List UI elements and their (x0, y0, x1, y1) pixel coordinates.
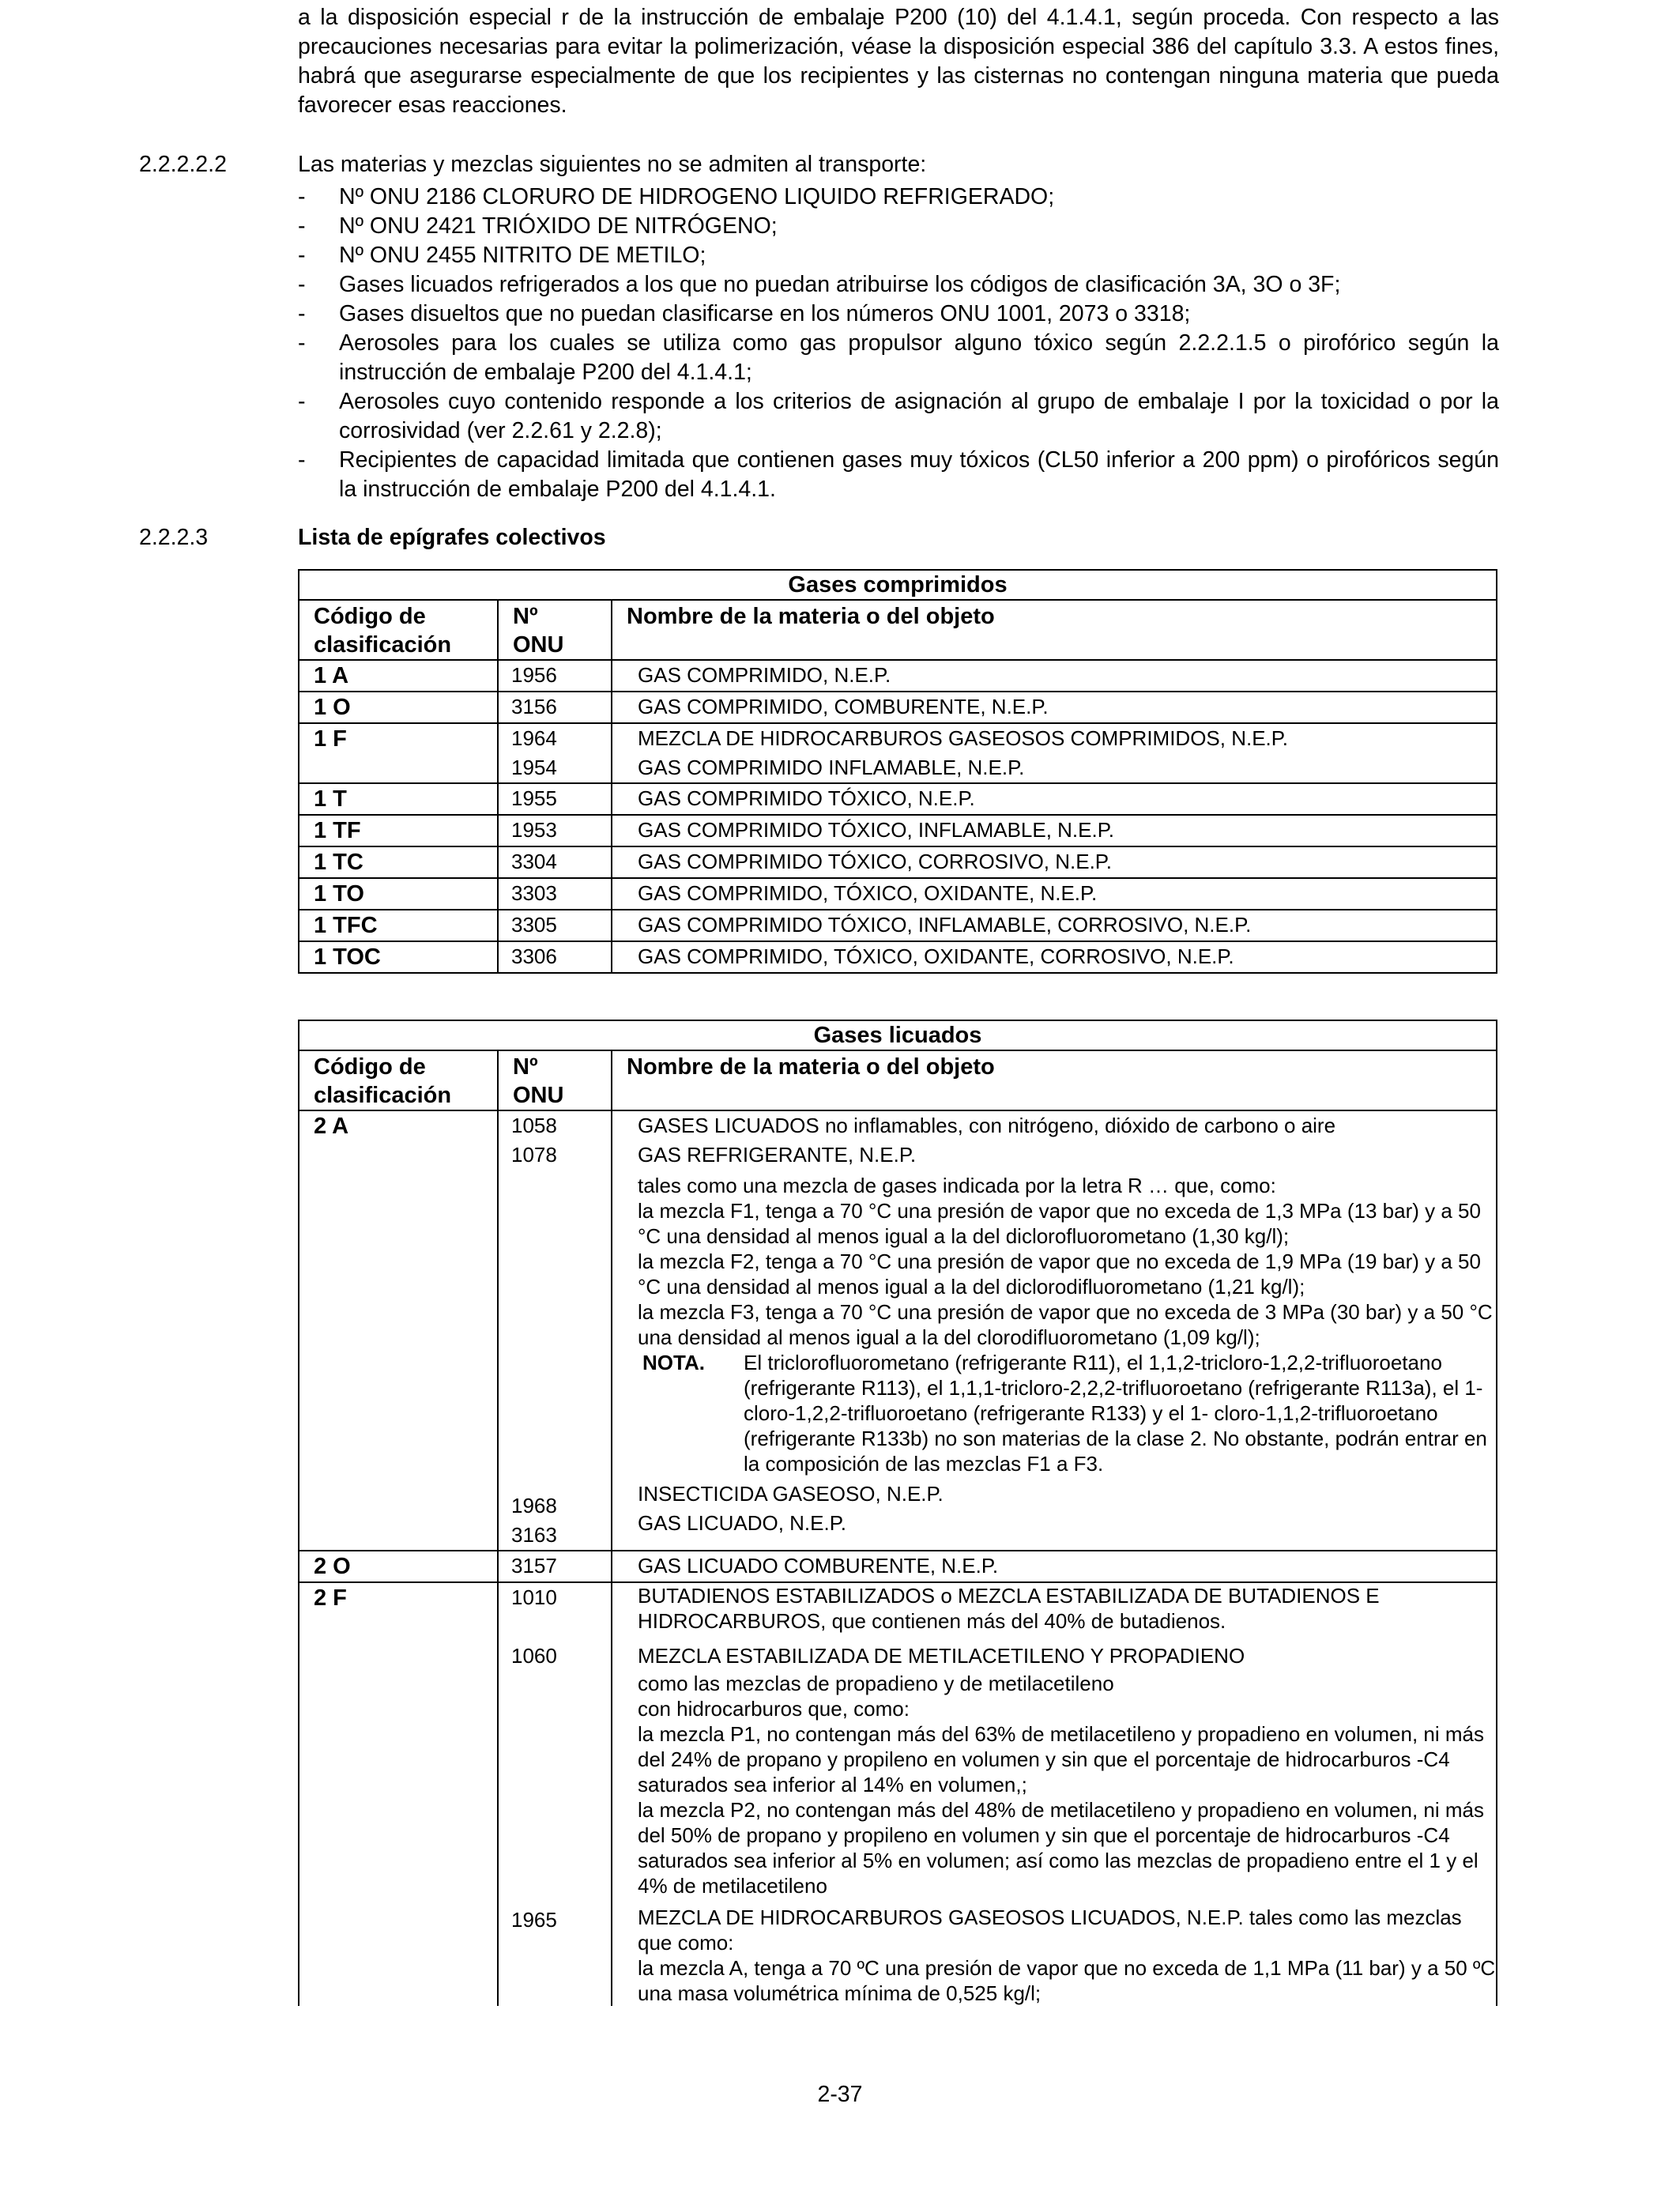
list-item: - Aerosoles cuyo contenido responde a los criterios de asignación al grupo de embalaje I por la toxicidad o por la corrosividad (ver 2.2.61 y 2.2.8); (298, 387, 1499, 446)
material-name: GASES LICUADOS no inflamables, con nitrógeno, dióxido de carbono o aire GAS REFRIGERANTE, N.E.P. tales como una mezcla de gases indicada por la letra R … que, como: la mezcla F1, tenga a 70 °C una presión de vapor que no exceda de 1,3 MPa (13 bar) y a 50 °C una densidad al menos igual a la del diclorofluorometano (1,30 kg/l); la mezcla F2, tenga a 70 °C una presión de vapor que no exceda de 1,9 MPa (19 bar) y a 50 °C una densidad al menos igual a la del diclorodifluorometano (1,21 kg/l); la mezcla F3, tenga a 70 °C una presión de vapor que no exceda de 3 MPa (30 bar) y a 50 °C una densidad al menos igual a la del clorodifluorometano (1,09 kg/l); NOTA. El triclorofluorometano (refrigerante R11), el 1,1,2-tricloro-1,2,2-trifluoroetano (refrigerante R113), el 1,1,1-tricloro-2,2,2-trifluoroetano (refrigerante R113a), el 1-cloro-1,2,2-trifluoroetano (refrigerante R133) y el 1- cloro-1,1,2-trifluoroetano (refrigerante R133b) no son materias de la clase 2. No obstante, podrán entrar en la composición de las mezclas F1 a F3. INSECTICIDA GASEOSO, N.E.P. GAS LICUADO, N.E.P. (612, 1110, 1497, 1551)
table-row (299, 910, 1497, 941)
header-code: Código de clasificación (299, 1050, 498, 1110)
section-title-2223: Lista de epígrafes colectivos (298, 525, 606, 550)
section-title-22222: Las materias y mezclas siguientes no se admiten al transporte: (298, 152, 927, 177)
table-row (299, 941, 1497, 973)
table-row (299, 783, 1497, 815)
un-number: 1058 1078 1968 3163 (498, 1110, 612, 1551)
table-header-row (299, 600, 1497, 660)
list-item: - Gases disueltos que no puedan clasificarse en los números ONU 1001, 2073 o 3318; (298, 300, 1499, 329)
table-gases-comprimidos (298, 569, 1497, 974)
material-name: GAS LICUADO COMBURENTE, N.E.P. (612, 1551, 1497, 1582)
class-code: 2 O (299, 1551, 498, 1582)
table-caption: Gases licuados (299, 1020, 1497, 1050)
list-item: - Nº ONU 2455 NITRITO DE METILO; (298, 241, 1499, 270)
un-number: 3305 (498, 910, 612, 941)
class-code: 1 A (299, 660, 498, 692)
class-code: 2 A (299, 1110, 498, 1551)
table-caption: Gases comprimidos (299, 570, 1497, 600)
section-number-2223: 2.2.2.3 (139, 525, 209, 550)
list-item: - Aerosoles para los cuales se utiliza como gas propulsor alguno tóxico según 2.2.2.1.5 o pirofórico según la instrucción de embalaje P200 del 4.1.4.1; (298, 329, 1499, 387)
material-name: GAS COMPRIMIDO TÓXICO, CORROSIVO, N.E.P. (612, 846, 1497, 878)
un-number: 3156 (498, 692, 612, 723)
table-row (299, 815, 1497, 846)
table-row (299, 1582, 1497, 2006)
table-header-row (299, 1050, 1497, 1110)
un-number: 1956 (498, 660, 612, 692)
material-name: GAS COMPRIMIDO TÓXICO, INFLAMABLE, N.E.P. (612, 815, 1497, 846)
table-row (299, 846, 1497, 878)
table-row (299, 723, 1497, 783)
un-number: 3306 (498, 941, 612, 973)
material-name: BUTADIENOS ESTABILIZADOS o MEZCLA ESTABILIZADA DE BUTADIENOS E HIDROCARBUROS, que contienen más del 40% de butadienos. MEZCLA ESTABILIZADA DE METILACETILENO Y PROPADIENO como las mezclas de propadieno y de metilacetileno con hidrocarburos que, como: la mezcla P1, no contengan más del 63% de metilacetileno y propadieno en volumen, ni más del 24% de propano y propileno en volumen y sin que el porcentaje de hidrocarburos -C4 saturados sea inferior al 14% en volumen,; la mezcla P2, no contengan más del 48% de metilacetileno y propadieno en volumen, ni más del 50% de propano y propileno en volumen y sin que el porcentaje de hidrocarburos -C4 saturados sea inferior al 5% en volumen; así como las mezclas de propadieno entre el 1 y el 4% de metilacetileno MEZCLA DE HIDROCARBUROS GASEOSOS LICUADOS, N.E.P. tales como las mezclas que como: la mezcla A, tenga a 70 ºC una presión de vapor que no exceda de 1,1 MPa (11 bar) y a 50 ºC una masa volumétrica mínima de 0,525 kg/l; (612, 1582, 1497, 2006)
material-name: GAS COMPRIMIDO, TÓXICO, OXIDANTE, CORROSIVO, N.E.P. (612, 941, 1497, 973)
nota-block (638, 1350, 1496, 1480)
table-row (299, 1551, 1497, 1582)
un-number: 3303 (498, 878, 612, 910)
material-name: GAS COMPRIMIDO TÓXICO, INFLAMABLE, CORROSIVO, N.E.P. (612, 910, 1497, 941)
page-number: 2-37 (817, 2082, 863, 2107)
material-name: GAS COMPRIMIDO, COMBURENTE, N.E.P. (612, 692, 1497, 723)
class-code: 1 TC (299, 846, 498, 878)
header-name: Nombre de la materia o del objeto (612, 1050, 1497, 1110)
class-code: 1 T (299, 783, 498, 815)
nota-label: NOTA. (642, 1351, 705, 1374)
table-row (299, 878, 1497, 910)
header-name: Nombre de la materia o del objeto (612, 600, 1497, 660)
list-item: - Recipientes de capacidad limitada que contienen gases muy tóxicos (CL50 inferior a 200 ppm) o pirofóricos según la instrucción de embalaje P200 del 4.1.4.1. (298, 446, 1499, 504)
un-number: 3157 (498, 1551, 612, 1582)
material-name: MEZCLA DE HIDROCARBUROS GASEOSOS COMPRIMIDOS, N.E.P. GAS COMPRIMIDO INFLAMABLE, N.E.P. (612, 723, 1497, 783)
table-row (299, 692, 1497, 723)
nota-text: El triclorofluorometano (refrigerante R11), el 1,1,2-tricloro-1,2,2-trifluoroetano (refrigerante R113), el 1,1,1-tricloro-2,2,2-trifluoroetano (refrigerante R113a), el 1-cloro-1,2,2-trifluoroetano (refrigerante R133) y el 1- cloro-1,1,2-trifluoroetano (refrigerante R133b) no son materias de la clase 2. No obstante, podrán entrar en la composición de las mezclas F1 a F3. (744, 1351, 1487, 1476)
class-code: 1 TO (299, 878, 498, 910)
un-number: 1953 (498, 815, 612, 846)
class-code: 1 TOC (299, 941, 498, 973)
intro-paragraph (298, 3, 1499, 120)
list-item: - Nº ONU 2186 CLORURO DE HIDROGENO LIQUIDO REFRIGERADO; (298, 183, 1499, 212)
un-number: 3304 (498, 846, 612, 878)
class-code: 2 F (299, 1582, 498, 2006)
header-code: Código de clasificación (299, 600, 498, 660)
material-name: GAS COMPRIMIDO TÓXICO, N.E.P. (612, 783, 1497, 815)
list-item: - Gases licuados refrigerados a los que no puedan atribuirse los códigos de clasificación 3A, 3O o 3F; (298, 270, 1499, 300)
table-row (299, 1110, 1497, 1551)
header-num: Nº ONU (498, 600, 612, 660)
intro-text: a la disposición especial r de la instrucción de embalaje P200 (10) del 4.1.4.1, según proceda. Con respecto a las precauciones necesarias para evitar la polimerización, véase la disposición especial 386 del capítulo 3.3. A estos fines, habrá que asegurarse especialmente de que los recipientes y las cisternas no contengan ninguna materia que pueda favorecer esas reacciones. (298, 5, 1499, 118)
table-gases-licuados (298, 1020, 1497, 2006)
un-number: 1955 (498, 783, 612, 815)
section-number-22222: 2.2.2.2.2 (139, 152, 227, 177)
list-item: - Nº ONU 2421 TRIÓXIDO DE NITRÓGENO; (298, 212, 1499, 241)
table-row (299, 660, 1497, 692)
header-num: Nº ONU (498, 1050, 612, 1110)
excluded-materials-list (298, 183, 1499, 504)
class-code: 1 TFC (299, 910, 498, 941)
class-code: 1 TF (299, 815, 498, 846)
material-name: GAS COMPRIMIDO, N.E.P. (612, 660, 1497, 692)
un-number: 1010 1060 1965 (498, 1582, 612, 2006)
class-code: 1 F (299, 723, 498, 783)
un-number: 1964 1954 (498, 723, 612, 783)
class-code: 1 O (299, 692, 498, 723)
material-name: GAS COMPRIMIDO, TÓXICO, OXIDANTE, N.E.P. (612, 878, 1497, 910)
